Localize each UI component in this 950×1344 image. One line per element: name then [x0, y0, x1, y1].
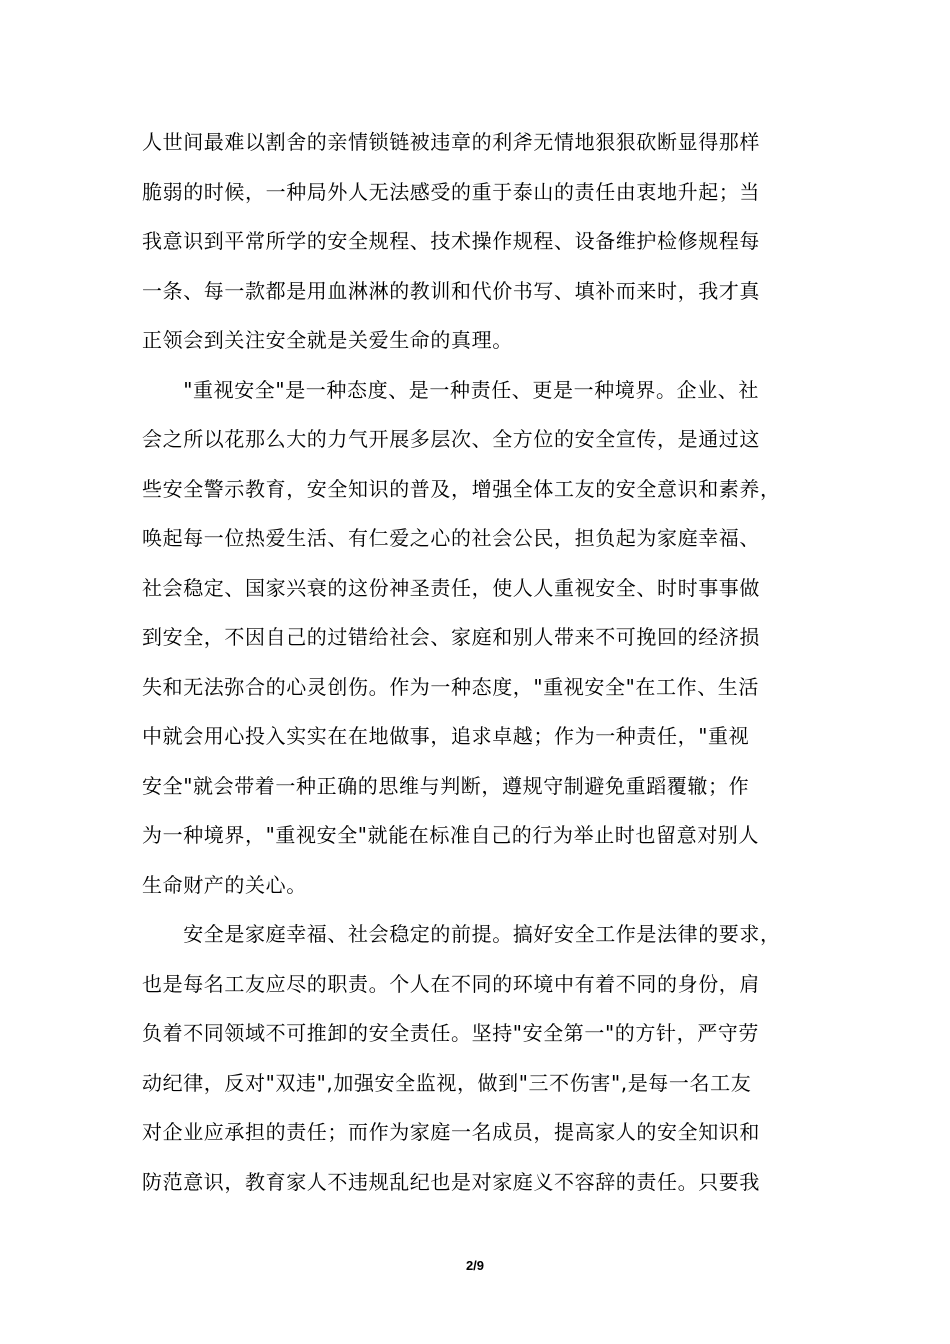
text-line: 动纪律，反对"双违",加强安全监视，做到"三不伤害",是每一名工友 — [142, 1070, 752, 1095]
text-line: 也是每名工友应尽的职责。个人在不同的环境中有着不同的身份，肩 — [142, 971, 760, 996]
text-line: 人世间最难以割舍的亲情锁链被违章的利斧无情地狠狠砍断显得那样 — [142, 130, 760, 154]
text-line: 防范意识，教育家人不违规乱纪也是对家庭义不容辞的责任。只要我 — [142, 1169, 760, 1194]
text-line: 失和无法弥合的心灵创伤。作为一种态度，"重视安全"在工作、生活 — [142, 674, 759, 699]
text-line: 会之所以花那么大的力气开展多层次、全方位的安全宣传，是通过这 — [142, 427, 760, 451]
text-line: 正领会到关注安全就是关爱生命的真理。 — [142, 328, 513, 352]
text-line: 安全是家庭幸福、社会稳定的前提。搞好安全工作是法律的要求， — [142, 922, 781, 946]
text-line: 到安全，不因自己的过错给社会、家庭和别人带来不可挽回的经济损 — [142, 625, 760, 649]
text-line: 唤起每一位热爱生活、有仁爱之心的社会公民，担负起为家庭幸福、 — [142, 526, 760, 550]
text-line: 我意识到平常所学的安全规程、技术操作规程、设备维护检修规程每 — [142, 229, 760, 253]
text-line: 一条、每一款都是用血淋淋的教训和代价书写、填补而来时，我才真 — [142, 278, 760, 303]
text-line: 负着不同领域不可推卸的安全责任。坚持"安全第一"的方针，严守劳 — [142, 1021, 759, 1045]
text-line: 中就会用心投入实实在在地做事，追求卓越；作为一种责任，"重视 — [142, 724, 750, 748]
text-line: 生命财产的关心。 — [142, 872, 307, 897]
text-line: 脆弱的时候，一种局外人无法感受的重于泰山的责任由衷地升起；当 — [142, 179, 760, 204]
text-line: 为一种境界，"重视安全"就能在标准自己的行为举止时也留意对别人 — [142, 823, 759, 847]
page-number: 2/9 — [465, 1258, 485, 1273]
text-line: 对企业应承担的责任；而作为家庭一名成员，提高家人的安全知识和 — [142, 1120, 760, 1144]
body-text — [142, 118, 822, 1207]
text-line: 社会稳定、国家兴衰的这份神圣责任，使人人重视安全、时时事事做 — [142, 575, 760, 600]
text-line: 安全"就会带着一种正确的思维与判断，遵规守制避免重蹈覆辙；作 — [142, 773, 750, 798]
text-line: "重视安全"是一种态度、是一种责任、更是一种境界。企业、社 — [142, 377, 759, 402]
text-line: 些安全警示教育，安全知识的普及，增强全体工友的安全意识和素养， — [142, 476, 781, 501]
